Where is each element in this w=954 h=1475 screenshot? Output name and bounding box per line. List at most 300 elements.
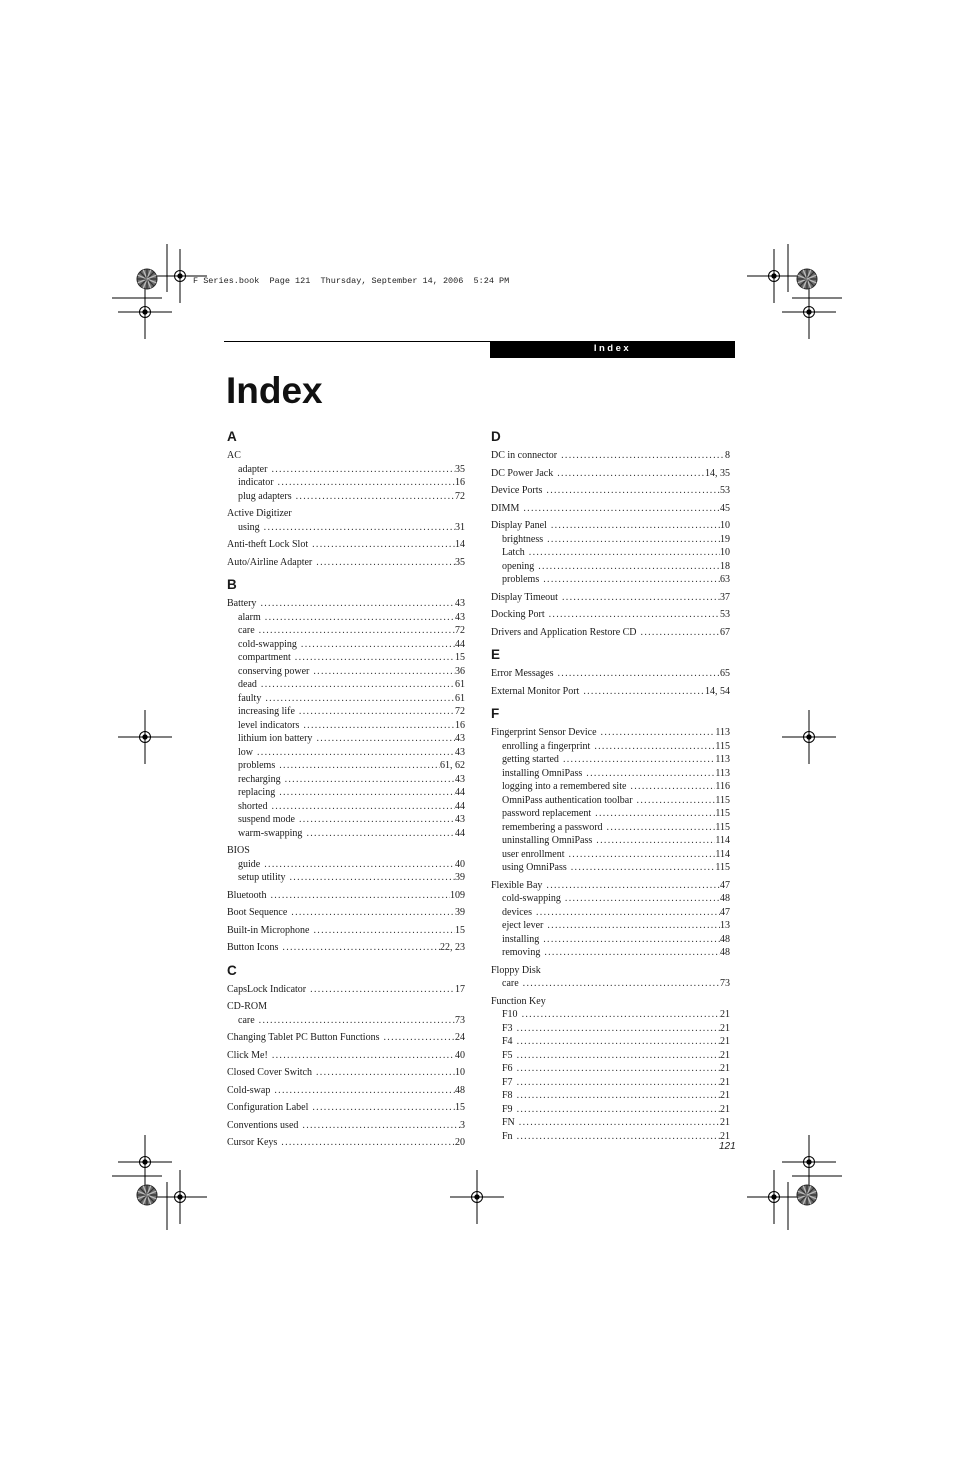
index-term: brightness <box>502 533 544 545</box>
index-entry-group <box>491 685 730 699</box>
color-bar-target <box>137 269 157 289</box>
index-page-ref: 8 <box>725 450 730 461</box>
index-term: cold-swapping <box>238 638 297 650</box>
index-term: Closed Cover Switch <box>227 1067 312 1078</box>
dot-leader <box>543 919 720 933</box>
index-term: logging into a remembered site <box>502 781 627 792</box>
registration-mark <box>118 1135 172 1189</box>
index-subentry <box>227 732 465 746</box>
index-entry <box>491 685 730 699</box>
index-subentry <box>227 624 465 638</box>
index-entry-group <box>227 538 465 552</box>
index-entry <box>491 591 730 605</box>
dot-leader <box>292 490 455 504</box>
index-term: opening <box>502 560 535 572</box>
dot-leader <box>582 767 715 781</box>
index-subentry <box>491 1089 730 1103</box>
index-page-ref: 43 <box>455 598 465 609</box>
dot-leader <box>260 521 455 535</box>
dot-leader <box>542 879 720 893</box>
index-subentry <box>491 861 730 875</box>
index-page-ref: 21 <box>720 1130 730 1142</box>
index-entry <box>227 1000 465 1014</box>
index-term: using <box>238 521 260 533</box>
index-subentry <box>491 1103 730 1117</box>
index-page-ref: 21 <box>720 1049 730 1061</box>
registration-mark <box>782 285 836 339</box>
index-entry-group <box>491 726 730 875</box>
index-entry-group <box>227 924 465 938</box>
index-entry-group <box>227 941 465 955</box>
index-entry <box>227 1119 465 1133</box>
index-term: recharging <box>238 773 281 785</box>
registration-mark <box>782 710 836 764</box>
dot-leader <box>298 1119 460 1133</box>
dot-leader <box>267 800 455 814</box>
dot-leader <box>553 467 705 481</box>
registration-mark <box>118 285 172 339</box>
dot-leader <box>513 1130 720 1144</box>
index-section <box>491 706 730 1143</box>
index-subentry <box>227 463 465 477</box>
index-page-ref: 43 <box>455 746 465 758</box>
index-entry <box>491 449 730 463</box>
index-term: Active Digitizer <box>227 508 292 519</box>
dot-leader <box>513 1076 720 1090</box>
dot-leader <box>266 889 450 903</box>
index-page-ref: 15 <box>455 924 465 936</box>
index-page-ref: 48 <box>720 893 730 904</box>
index-term: Boot Sequence <box>227 907 288 918</box>
dot-leader <box>309 665 455 679</box>
dot-leader <box>540 946 720 960</box>
index-subentry <box>491 977 730 991</box>
index-term: care <box>238 1014 255 1026</box>
dot-leader <box>312 556 455 570</box>
index-term: Fingerprint Sensor Device <box>491 727 597 738</box>
index-entry-group <box>491 667 730 681</box>
index-term: shorted <box>238 800 268 812</box>
dot-leader <box>592 834 715 848</box>
index-section <box>227 963 465 1150</box>
index-page-ref: 40 <box>455 1049 465 1061</box>
index-page-ref: 109 <box>450 889 465 901</box>
index-page-ref: 115 <box>715 862 730 873</box>
dot-leader <box>513 1103 720 1117</box>
index-page-ref: 43 <box>455 814 465 825</box>
index-entry <box>491 726 730 740</box>
index-term: care <box>238 625 255 636</box>
index-page-ref: 48 <box>455 1084 465 1096</box>
index-page-ref: 116 <box>715 781 730 792</box>
index-subentry <box>227 490 465 504</box>
index-page-ref: 73 <box>720 978 730 989</box>
index-page-ref: 10 <box>455 1067 465 1078</box>
index-term: Fn <box>502 1130 513 1142</box>
dot-leader <box>558 591 720 605</box>
index-term: Auto/Airline Adapter <box>227 556 313 568</box>
index-page-ref: 16 <box>455 719 465 731</box>
index-subentry <box>227 1014 465 1028</box>
dot-leader <box>513 1035 720 1049</box>
index-page-ref: 35 <box>455 463 465 475</box>
index-column-left <box>227 427 465 1154</box>
index-page-ref: 13 <box>720 920 730 931</box>
index-term: Conventions used <box>227 1119 299 1131</box>
dot-leader <box>603 821 716 835</box>
dot-leader <box>275 759 440 773</box>
index-term: F8 <box>502 1090 513 1101</box>
index-subentry <box>227 858 465 872</box>
dot-leader <box>310 924 456 938</box>
index-page-ref: 37 <box>720 591 730 603</box>
dot-leader <box>597 726 716 740</box>
index-term: OmniPass authentication toolbar <box>502 794 633 806</box>
index-term: user enrollment <box>502 848 565 860</box>
index-subentry <box>227 827 465 841</box>
index-entry <box>227 1049 465 1063</box>
index-entry-group <box>227 597 465 840</box>
index-entry-group <box>491 964 730 991</box>
dot-leader <box>547 519 720 533</box>
index-entry <box>227 507 465 521</box>
index-term: eject lever <box>502 920 544 931</box>
dot-leader <box>591 807 715 821</box>
dot-leader <box>260 858 455 872</box>
index-entry <box>227 1136 465 1150</box>
dot-leader <box>513 1089 720 1103</box>
index-entry-group <box>491 467 730 481</box>
index-entry-group <box>491 879 730 960</box>
index-subentry <box>491 906 730 920</box>
index-subentry <box>491 1008 730 1022</box>
index-term: DIMM <box>491 502 520 514</box>
index-page-ref: 40 <box>455 858 465 870</box>
dot-leader <box>515 1116 720 1130</box>
index-subentry <box>491 892 730 906</box>
index-term: suspend mode <box>238 814 295 825</box>
index-page-ref: 21 <box>720 1103 730 1115</box>
index-page-ref: 39 <box>455 907 465 918</box>
registration-mark <box>118 710 172 764</box>
dot-leader <box>278 941 440 955</box>
section-letter: F <box>491 706 500 721</box>
index-subentry <box>227 665 465 679</box>
index-term: Display Timeout <box>491 591 558 603</box>
index-entry-group <box>491 502 730 516</box>
index-term: F5 <box>502 1049 513 1061</box>
index-page-ref: 14 <box>455 539 465 550</box>
index-term: uninstalling OmniPass <box>502 835 593 846</box>
index-entry-group <box>491 995 730 1144</box>
index-term: Bluetooth <box>227 889 267 901</box>
dot-leader <box>256 597 455 611</box>
index-entry-group <box>227 556 465 570</box>
dot-leader <box>590 740 715 754</box>
index-page-ref: 31 <box>455 521 465 533</box>
index-subentry <box>227 800 465 814</box>
dot-leader <box>561 892 720 906</box>
dot-leader <box>308 1101 455 1115</box>
dot-leader <box>255 1014 455 1028</box>
index-page-ref: 17 <box>455 983 465 995</box>
index-term: remembering a password <box>502 821 603 833</box>
index-subentry <box>227 678 465 692</box>
index-subentry <box>491 546 730 560</box>
registration-mark <box>450 1170 504 1224</box>
index-term: warm-swapping <box>238 827 303 839</box>
index-entry-group <box>227 1084 465 1098</box>
index-term: replacing <box>238 787 276 798</box>
index-term: conserving power <box>238 665 310 677</box>
index-entry <box>491 964 730 978</box>
index-page-ref: 24 <box>455 1032 465 1043</box>
index-entry <box>227 1066 465 1080</box>
index-subentry <box>491 794 730 808</box>
index-term: Cursor Keys <box>227 1137 278 1148</box>
index-term: FN <box>502 1117 515 1128</box>
index-page-ref: 48 <box>720 933 730 945</box>
index-term: getting started <box>502 754 559 765</box>
dot-leader <box>557 449 725 463</box>
index-term: Cold-swap <box>227 1084 271 1096</box>
index-entry <box>227 556 465 570</box>
index-page-ref: 3 <box>460 1119 465 1131</box>
color-bar-target <box>797 269 817 289</box>
index-term: Function Key <box>491 995 546 1007</box>
index-subentry <box>491 753 730 767</box>
index-term: F7 <box>502 1076 513 1088</box>
dot-leader <box>306 983 455 997</box>
index-page-ref: 21 <box>720 1036 730 1047</box>
dot-leader <box>275 786 455 800</box>
index-term: Flexible Bay <box>491 879 543 891</box>
index-page-ref: 114 <box>715 835 730 846</box>
index-page-ref: 44 <box>455 638 465 650</box>
index-section <box>227 429 465 569</box>
index-term: problems <box>502 574 540 585</box>
dot-leader <box>513 1049 720 1063</box>
index-subentry <box>491 573 730 587</box>
index-page-ref: 115 <box>715 740 730 752</box>
index-term: compartment <box>238 652 291 663</box>
dot-leader <box>295 813 455 827</box>
index-entry <box>227 924 465 938</box>
index-page-ref: 10 <box>720 520 730 531</box>
index-term: level indicators <box>238 719 300 731</box>
index-subentry <box>227 746 465 760</box>
index-subentry <box>491 767 730 781</box>
index-entry-group <box>227 1049 465 1063</box>
dot-leader <box>312 1066 455 1080</box>
index-page-ref: 39 <box>455 872 465 883</box>
dot-leader <box>553 667 720 681</box>
index-term: DC in connector <box>491 450 558 461</box>
index-page-ref: 20 <box>455 1137 465 1148</box>
index-term: problems <box>238 760 276 771</box>
dot-leader <box>513 1062 720 1076</box>
index-subentry <box>491 1116 730 1130</box>
index-page-ref: 53 <box>720 485 730 496</box>
index-entry-group <box>227 1101 465 1115</box>
index-subentry <box>491 560 730 574</box>
index-subentry <box>491 533 730 547</box>
index-term: AC <box>227 450 241 461</box>
index-entry <box>227 1101 465 1115</box>
dot-leader <box>270 1084 455 1098</box>
index-term: Error Messages <box>491 668 554 679</box>
index-term: low <box>238 746 253 758</box>
index-term: lithium ion battery <box>238 733 313 744</box>
index-term: using OmniPass <box>502 862 567 873</box>
index-subentry <box>227 692 465 706</box>
dot-leader <box>626 780 715 794</box>
dot-leader <box>255 624 455 638</box>
index-term: Changing Tablet PC Button Functions <box>227 1032 380 1043</box>
page-number: 121 <box>719 1141 736 1152</box>
index-entry-group <box>227 1119 465 1133</box>
index-subentry <box>227 871 465 885</box>
dot-leader <box>268 1049 455 1063</box>
index-entry-group <box>491 449 730 463</box>
index-page-ref: 14, 54 <box>705 685 730 697</box>
section-letter: B <box>227 577 237 592</box>
dot-leader <box>281 773 455 787</box>
index-section <box>227 577 465 955</box>
dot-leader <box>261 611 455 625</box>
index-page-ref: 115 <box>715 808 730 819</box>
index-entry <box>227 1084 465 1098</box>
index-term: Latch <box>502 547 525 558</box>
dot-leader <box>534 560 720 574</box>
index-subentry <box>491 1062 730 1076</box>
index-subentry <box>227 773 465 787</box>
index-section <box>491 429 730 639</box>
index-term: indicator <box>238 477 274 488</box>
index-subentry <box>491 1130 730 1144</box>
index-term: Configuration Label <box>227 1102 309 1113</box>
dot-leader <box>286 871 456 885</box>
index-section <box>491 647 730 698</box>
index-subentry <box>227 813 465 827</box>
dot-leader <box>579 685 705 699</box>
index-term: setup utility <box>238 872 286 883</box>
section-letter: D <box>491 429 501 444</box>
index-term: installing OmniPass <box>502 767 583 779</box>
index-term: enrolling a fingerprint <box>502 740 591 752</box>
index-page-ref: 61, 62 <box>440 760 465 771</box>
index-term: F9 <box>502 1103 513 1115</box>
index-entry-group <box>491 608 730 622</box>
index-entry-group <box>227 889 465 903</box>
index-term: Display Panel <box>491 520 547 531</box>
index-subentry <box>227 759 465 773</box>
index-page-ref: 21 <box>720 1117 730 1128</box>
index-column-right <box>491 427 730 1147</box>
dot-leader <box>532 906 720 920</box>
index-subentry <box>491 848 730 862</box>
registration-mark <box>153 1170 207 1224</box>
index-entry <box>491 995 730 1009</box>
index-term: CapsLock Indicator <box>227 983 307 995</box>
index-term: adapter <box>238 463 268 475</box>
index-entry <box>491 484 730 498</box>
index-subentry <box>227 521 465 535</box>
index-term: devices <box>502 906 532 918</box>
index-entry <box>491 467 730 481</box>
dot-leader <box>295 705 455 719</box>
dot-leader <box>539 933 720 947</box>
index-term: Built-in Microphone <box>227 924 310 936</box>
dot-leader <box>291 651 455 665</box>
index-term: Battery <box>227 598 257 609</box>
dot-leader <box>519 502 720 516</box>
index-entry-group <box>227 844 465 885</box>
index-term: removing <box>502 947 541 958</box>
index-page-ref: 43 <box>455 611 465 623</box>
index-page-ref: 18 <box>720 560 730 572</box>
index-entry-group <box>227 1000 465 1027</box>
dot-leader <box>564 848 715 862</box>
index-entry <box>491 608 730 622</box>
index-page-ref: 10 <box>720 547 730 558</box>
index-subentry <box>227 611 465 625</box>
index-term: Drivers and Application Restore CD <box>491 626 637 638</box>
index-term: DC Power Jack <box>491 467 554 479</box>
index-entry-group <box>491 591 730 605</box>
index-page-ref: 35 <box>455 556 465 568</box>
index-subentry <box>491 1035 730 1049</box>
index-page-ref: 47 <box>720 906 730 918</box>
index-entry <box>491 667 730 681</box>
index-page-ref: 36 <box>455 665 465 677</box>
dot-leader <box>525 546 720 560</box>
index-subentry <box>491 919 730 933</box>
index-entry-group <box>227 983 465 997</box>
dot-leader <box>379 1031 455 1045</box>
index-term: cold-swapping <box>502 893 561 904</box>
index-term: Docking Port <box>491 609 545 620</box>
index-page-ref: 15 <box>455 1102 465 1113</box>
registration-mark <box>747 1170 801 1224</box>
dot-leader <box>633 794 716 808</box>
index-entry <box>491 519 730 533</box>
index-page-ref: 63 <box>720 574 730 585</box>
index-page-ref: 113 <box>715 727 730 738</box>
index-term: F3 <box>502 1022 513 1034</box>
index-subentry <box>491 1076 730 1090</box>
index-subentry <box>227 638 465 652</box>
dot-leader <box>277 1136 455 1150</box>
section-letter: A <box>227 429 237 444</box>
page-title: Index <box>226 370 323 411</box>
index-entry <box>491 879 730 893</box>
index-entry-group <box>227 906 465 920</box>
index-term: Device Ports <box>491 485 543 496</box>
index-term: CD-ROM <box>227 1001 268 1012</box>
index-page-ref: 45 <box>720 502 730 514</box>
dot-leader <box>545 608 720 622</box>
index-term: F10 <box>502 1009 518 1020</box>
index-page-ref: 61 <box>455 679 465 690</box>
dot-leader <box>559 753 715 767</box>
index-term: faulty <box>238 692 262 704</box>
index-entry-group <box>227 1031 465 1045</box>
index-entry <box>491 502 730 516</box>
index-entry-group <box>491 519 730 587</box>
index-entry <box>227 906 465 920</box>
dot-leader <box>299 719 455 733</box>
